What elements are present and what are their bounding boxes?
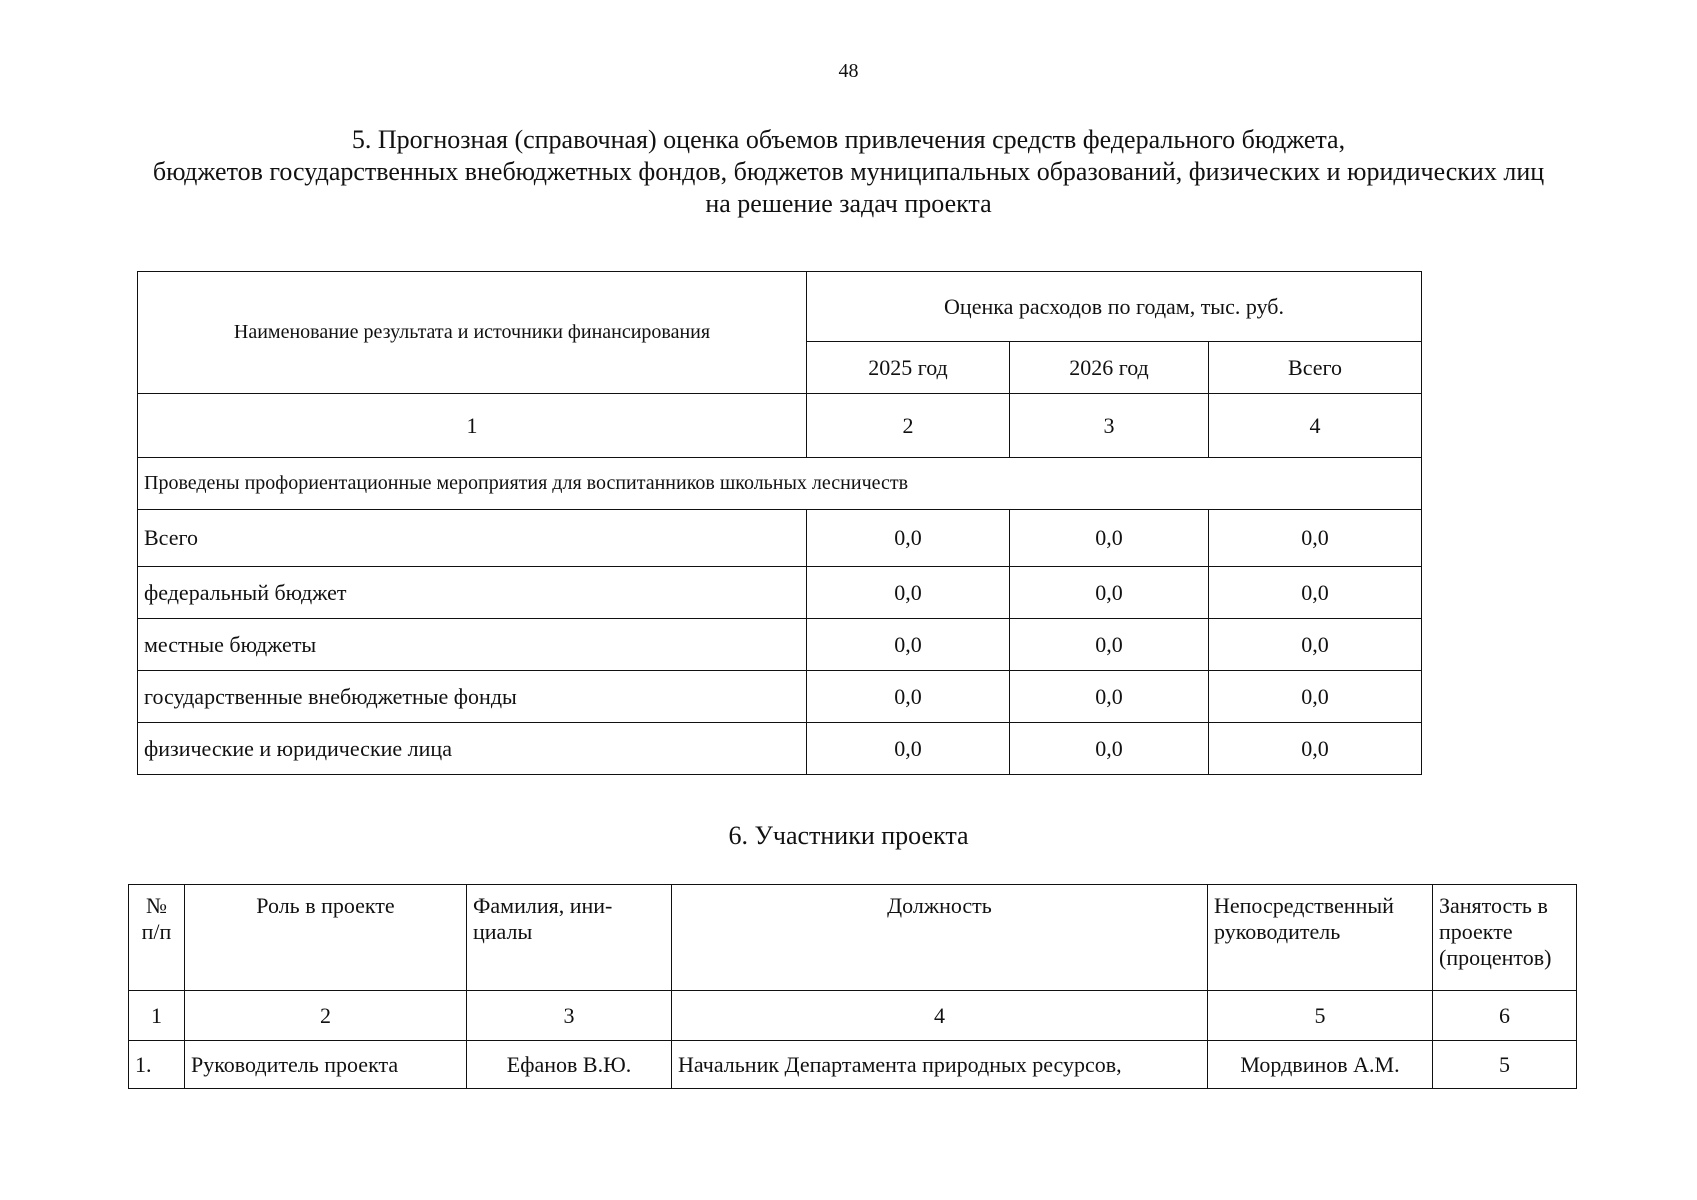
header-role: Роль в проекте <box>185 885 467 991</box>
row-label: физические и юридические лица <box>138 723 807 775</box>
column-number: 4 <box>1209 394 1422 458</box>
column-number: 5 <box>1208 991 1433 1041</box>
header-year-2025: 2025 год <box>807 342 1010 394</box>
row-value: 0,0 <box>1209 510 1422 567</box>
column-number: 2 <box>807 394 1010 458</box>
participant-position: Начальник Департамента природных ресурсов, <box>672 1041 1208 1089</box>
header-number-line: № <box>146 893 167 918</box>
section-5-title-line: бюджетов государственных внебюджетных фондов, бюджетов муниципальных образований, физических и юридических лиц <box>152 157 1545 186</box>
row-value: 0,0 <box>1209 619 1422 671</box>
header-result-name: Наименование результата и источники финансирования <box>138 272 807 394</box>
row-value: 0,0 <box>807 671 1010 723</box>
table-row <box>138 567 1422 619</box>
row-value: 0,0 <box>1209 671 1422 723</box>
header-employment-line: (процентов) <box>1439 945 1552 970</box>
participant-number: 1. <box>129 1041 185 1089</box>
row-label: федеральный бюджет <box>138 567 807 619</box>
participant-name: Ефанов В.Ю. <box>467 1041 672 1089</box>
column-number: 1 <box>129 991 185 1041</box>
column-number: 3 <box>1010 394 1209 458</box>
header-total: Всего <box>1209 342 1422 394</box>
row-value: 0,0 <box>807 723 1010 775</box>
table-row <box>138 723 1422 775</box>
header-number-line: п/п <box>141 919 172 944</box>
column-number: 4 <box>672 991 1208 1041</box>
column-number: 6 <box>1433 991 1577 1041</box>
row-label: государственные внебюджетные фонды <box>138 671 807 723</box>
result-title: Проведены профориентационные мероприятия для воспитанников школьных лесничеств <box>138 458 1422 510</box>
row-value: 0,0 <box>807 567 1010 619</box>
header-manager-line: руководитель <box>1214 919 1341 944</box>
row-value: 0,0 <box>1010 723 1209 775</box>
header-year-2026: 2026 год <box>1010 342 1209 394</box>
header-name <box>467 885 672 991</box>
participants-table <box>128 884 1577 1089</box>
row-value: 0,0 <box>1010 671 1209 723</box>
row-value: 0,0 <box>807 619 1010 671</box>
row-value: 0,0 <box>1010 567 1209 619</box>
participant-employment: 5 <box>1433 1041 1577 1089</box>
section-5-title <box>0 124 1697 220</box>
header-number <box>129 885 185 991</box>
header-manager-line: Непосредственный <box>1214 893 1394 918</box>
participant-role: Руководитель проекта <box>185 1041 467 1089</box>
row-label: местные бюджеты <box>138 619 807 671</box>
header-name-line: Фамилия, ини- <box>473 893 613 918</box>
column-number: 1 <box>138 394 807 458</box>
table-row <box>138 510 1422 567</box>
header-employment-line: Занятость в <box>1439 893 1548 918</box>
header-name-line: циалы <box>473 919 533 944</box>
header-position: Должность <box>672 885 1208 991</box>
row-value: 0,0 <box>1209 723 1422 775</box>
header-employment-line: проекте <box>1439 919 1513 944</box>
section-6-title: 6. Участники проекта <box>728 821 969 850</box>
row-value: 0,0 <box>1010 619 1209 671</box>
row-value: 0,0 <box>1010 510 1209 567</box>
participant-manager: Мордвинов А.М. <box>1208 1041 1433 1089</box>
header-employment <box>1433 885 1577 991</box>
column-number: 2 <box>185 991 467 1041</box>
funding-estimate-table <box>137 271 1422 775</box>
column-number: 3 <box>467 991 672 1041</box>
row-label: Всего <box>138 510 807 567</box>
page-number: 48 <box>838 60 859 82</box>
header-manager <box>1208 885 1433 991</box>
table-row <box>138 619 1422 671</box>
header-expense-estimate: Оценка расходов по годам, тыс. руб. <box>807 272 1422 342</box>
row-value: 0,0 <box>807 510 1010 567</box>
row-value: 0,0 <box>1209 567 1422 619</box>
table-row <box>138 671 1422 723</box>
section-5-title-line: на решение задач проекта <box>705 189 992 218</box>
table-row <box>129 1041 1577 1089</box>
section-5-title-line: 5. Прогнозная (справочная) оценка объемов привлечения средств федерального бюджета, <box>351 125 1346 154</box>
